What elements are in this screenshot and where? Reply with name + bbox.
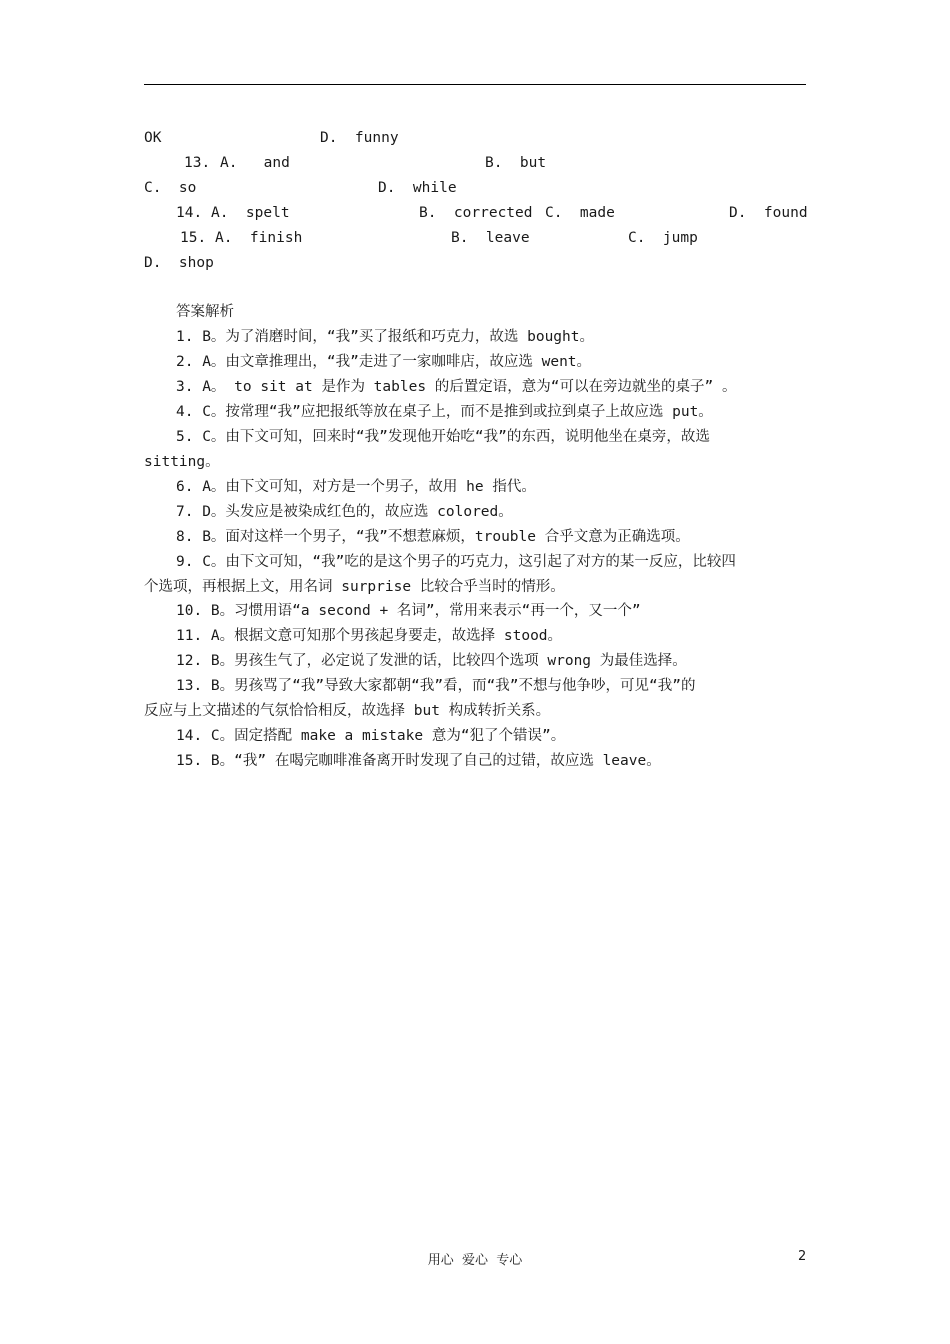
- option-q13-a: A. and: [220, 155, 290, 171]
- option-q15-a: A. finish: [215, 230, 303, 246]
- answers-heading: 答案解析: [176, 304, 234, 320]
- option-q14-a: A. spelt: [211, 205, 290, 221]
- option-q12-c: OK: [144, 130, 162, 146]
- answer-item-1: 1. B。为了消磨时间，“我”买了报纸和巧克力，故选 bought。: [176, 329, 594, 345]
- answer-item-2: 2. A。由文章推理出，“我”走进了一家咖啡店，故应选 went。: [176, 354, 592, 370]
- q14-number: 14.: [176, 205, 203, 221]
- option-q12-d: D. funny: [320, 130, 399, 146]
- answer-item-7: 7. D。头发应是被染成红色的，故应选 colored。: [176, 504, 513, 520]
- answer-item-13: 13. B。男孩骂了“我”导致大家都朝“我”看，而“我”不想与他争吵，可见“我”的: [176, 678, 696, 694]
- q13-number: 13.: [184, 155, 211, 171]
- header-rule: [144, 84, 806, 85]
- answer-item-5: 5. C。由下文可知，回来时“我”发现他开始吃“我”的东西，说明他坐在桌旁，故选: [176, 429, 710, 445]
- option-q13-d: D. while: [378, 180, 457, 196]
- answer-item-3: 3. A。 to sit at 是作为 tables 的后置定语，意为“可以在旁边就坐的桌子” 。: [176, 379, 737, 395]
- answer-item-6: 6. A。由下文可知，对方是一个男子，故用 he 指代。: [176, 479, 536, 495]
- option-q13-c: C. so: [144, 180, 197, 196]
- answer-item-9-cont: 个选项，再根据上文，用名词 surprise 比较合乎当时的情形。: [144, 579, 565, 595]
- answer-item-13-cont: 反应与上文描述的气氛恰恰相反，故选择 but 构成转折关系。: [144, 703, 551, 719]
- option-q15-c: C. jump: [628, 230, 698, 246]
- answer-item-10: 10. B。习惯用语“a second + 名词”，常用来表示“再一个，又一个”: [176, 603, 641, 619]
- option-q13-b: B. but: [485, 155, 547, 171]
- answer-item-4: 4. C。按常理“我”应把报纸等放在桌子上，而不是推到或拉到桌子上故应选 put。: [176, 404, 713, 420]
- option-q15-d: D. shop: [144, 255, 214, 271]
- answer-item-14: 14. C。固定搭配 make a mistake 意为“犯了个错误”。: [176, 728, 566, 744]
- answer-item-9: 9. C。由下文可知，“我”吃的是这个男子的巧克力，这引起了对方的某一反应，比较四: [176, 554, 736, 570]
- option-q14-b: B. corrected: [419, 205, 533, 221]
- answer-item-8: 8. B。面对这样一个男子，“我”不想惹麻烦，trouble 合乎文意为正确选项。: [176, 529, 690, 545]
- option-q14-c: C. made: [545, 205, 615, 221]
- q15-number: 15.: [180, 230, 207, 246]
- footer-slogan: 用心 爱心 专心: [427, 1253, 523, 1268]
- option-q15-b: B. leave: [451, 230, 530, 246]
- answer-item-15: 15. B。“我” 在喝完咖啡准备离开时发现了自己的过错，故应选 leave。: [176, 753, 661, 769]
- answer-item-11: 11. A。根据文意可知那个男孩起身要走，故选择 stood。: [176, 628, 563, 644]
- answer-item-12: 12. B。男孩生气了，必定说了发泄的话，比较四个选项 wrong 为最佳选择。: [176, 653, 687, 669]
- answer-item-5-cont: sitting。: [144, 454, 220, 470]
- page-number: 2: [798, 1249, 807, 1264]
- option-q14-d: D. found: [729, 205, 808, 221]
